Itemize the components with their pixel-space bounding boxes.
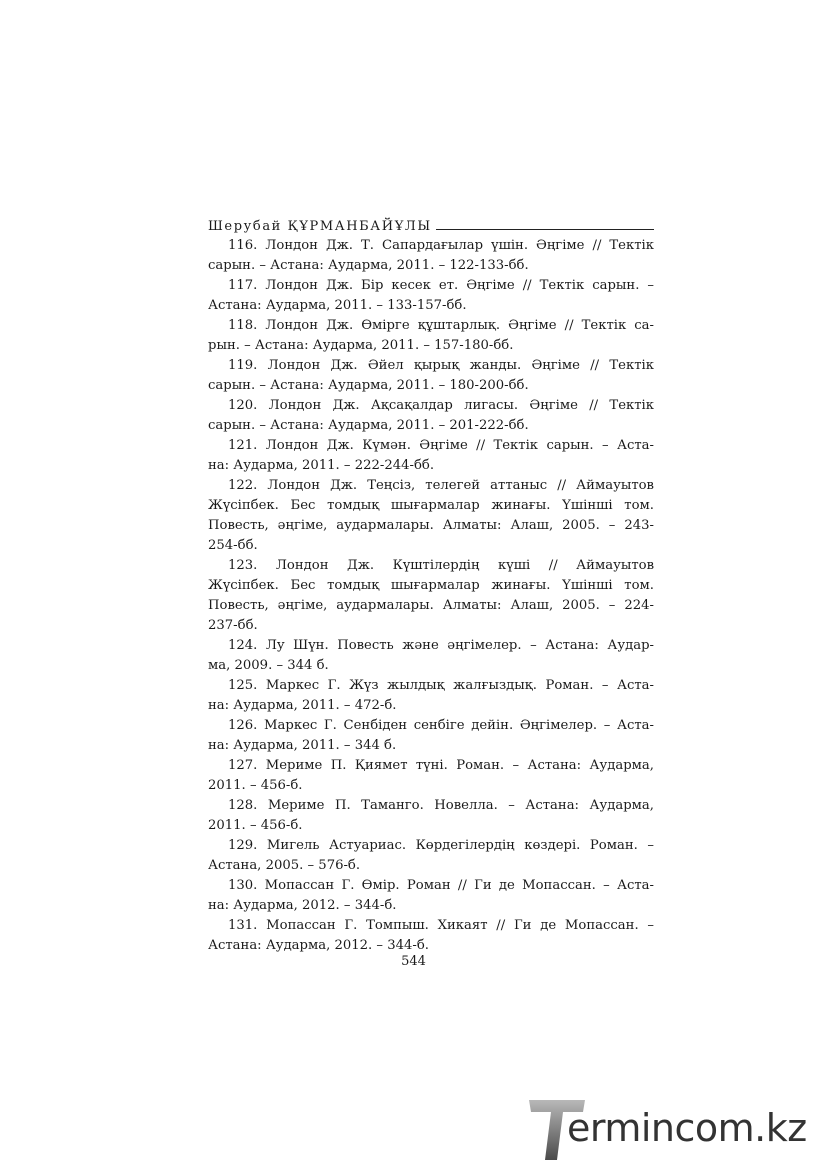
bibliography-entry [208,396,654,436]
bibliography-entry [208,556,654,636]
bibliography-entry [208,916,654,956]
bibliography-entry [208,716,654,756]
entry-line: 129. Мигель Астуариас. Көрдегілердің көздері. Роман. – [228,838,654,853]
entry-line: 128. Мериме П. Таманго. Новелла. – Астана: Аударма, [228,798,654,813]
entry-line: Жүсіпбек. Бес томдық шығармалар жинағы. Үшінші том. [208,498,654,513]
bibliography-list [208,236,654,956]
bibliography-entry [208,316,654,356]
bibliography-entry [208,796,654,836]
entry-line: 254-бб. [208,538,258,553]
entry-line: 131. Мопассан Г. Томпыш. Хикаят // Ги де Мопассан. – [228,918,654,933]
bibliography-entry [208,676,654,716]
entry-line: 125. Маркес Г. Жүз жылдық жалғыздық. Роман. – Аста- [228,678,654,693]
entry-line: 116. Лондон Дж. Т. Сапардағылар үшін. Әңгіме // Тектік [228,238,654,253]
bibliography-entry [208,356,654,396]
page-number: 544 [401,954,426,969]
entry-line: сарын. – Астана: Аударма, 2011. – 180-200-бб. [208,378,529,393]
entry-line: на: Аударма, 2012. – 344-б. [208,898,397,913]
bibliography-entry [208,636,654,676]
entry-line: 121. Лондон Дж. Күмән. Әңгіме // Тектік сарын. – Аста- [228,438,654,453]
bibliography-entry [208,476,654,556]
entry-line: на: Аударма, 2011. – 344 б. [208,738,397,753]
entry-line: сарын. – Астана: Аударма, 2011. – 201-222-бб. [208,418,529,433]
entry-line: Жүсіпбек. Бес томдық шығармалар жинағы. Үшінші том. [208,578,654,593]
entry-line: рын. – Астана: Аударма, 2011. – 157-180-бб. [208,338,514,353]
entry-line: 118. Лондон Дж. Өмірге құштарлық. Әңгіме // Тектік са- [228,318,654,333]
entry-line: Повесть, әңгіме, аудармалары. Алматы: Алаш, 2005. – 224- [208,598,654,613]
bibliography-entry [208,876,654,916]
bibliography-entry [208,236,654,276]
entry-line: на: Аударма, 2011. – 222-244-бб. [208,458,435,473]
entry-line: Повесть, әңгіме, аудармалары. Алматы: Алаш, 2005. – 243- [208,518,654,533]
entry-line: на: Аударма, 2011. – 472-б. [208,698,397,713]
logo-text: ermincom.kz [567,1106,807,1150]
termincom-logo[interactable] [527,1098,817,1164]
entry-line: Астана: Аударма, 2011. – 133-157-бб. [208,298,467,313]
entry-line: 2011. – 456-б. [208,778,303,793]
bibliography-entry [208,276,654,316]
entry-line: ма, 2009. – 344 б. [208,658,329,673]
entry-line: 124. Лу Шүн. Повесть және әңгімелер. – Астана: Аудар- [228,638,654,653]
entry-line: 2011. – 456-б. [208,818,303,833]
entry-line: 117. Лондон Дж. Бір кесек ет. Әңгіме // Тектік сарын. – [228,278,654,293]
entry-line: 123. Лондон Дж. Күштілердің күші // Аймауытов [228,558,654,573]
running-header [208,210,654,234]
entry-line: Астана: Аударма, 2012. – 344-б. [208,938,429,953]
entry-line: 120. Лондон Дж. Ақсақалдар лигасы. Әңгіме // Тектік [228,398,654,413]
bibliography-entry [208,436,654,476]
entry-line: 119. Лондон Дж. Әйел қырық жанды. Әңгіме // Тектік [228,358,654,373]
bibliography-entry [208,756,654,796]
entry-line: 237-бб. [208,618,258,633]
entry-line: 122. Лондон Дж. Теңсіз, телегей аттаныс // Аймауытов [228,478,654,493]
entry-line: 127. Мериме П. Қиямет түні. Роман. – Астана: Аударма, [228,758,654,773]
entry-line: 130. Мопассан Г. Өмір. Роман // Ги де Мопассан. – Аста- [228,878,654,893]
entry-line: 126. Маркес Г. Сенбіден сенбіге дейін. Әңгімелер. – Аста- [228,718,654,733]
bibliography-entry [208,836,654,876]
header-rule [436,229,654,230]
entry-line: сарын. – Астана: Аударма, 2011. – 122-133-бб. [208,258,529,273]
header-author: Шерубай ҚҰРМАНБАЙҰЛЫ [208,219,432,234]
entry-line: Астана, 2005. – 576-б. [208,858,361,873]
